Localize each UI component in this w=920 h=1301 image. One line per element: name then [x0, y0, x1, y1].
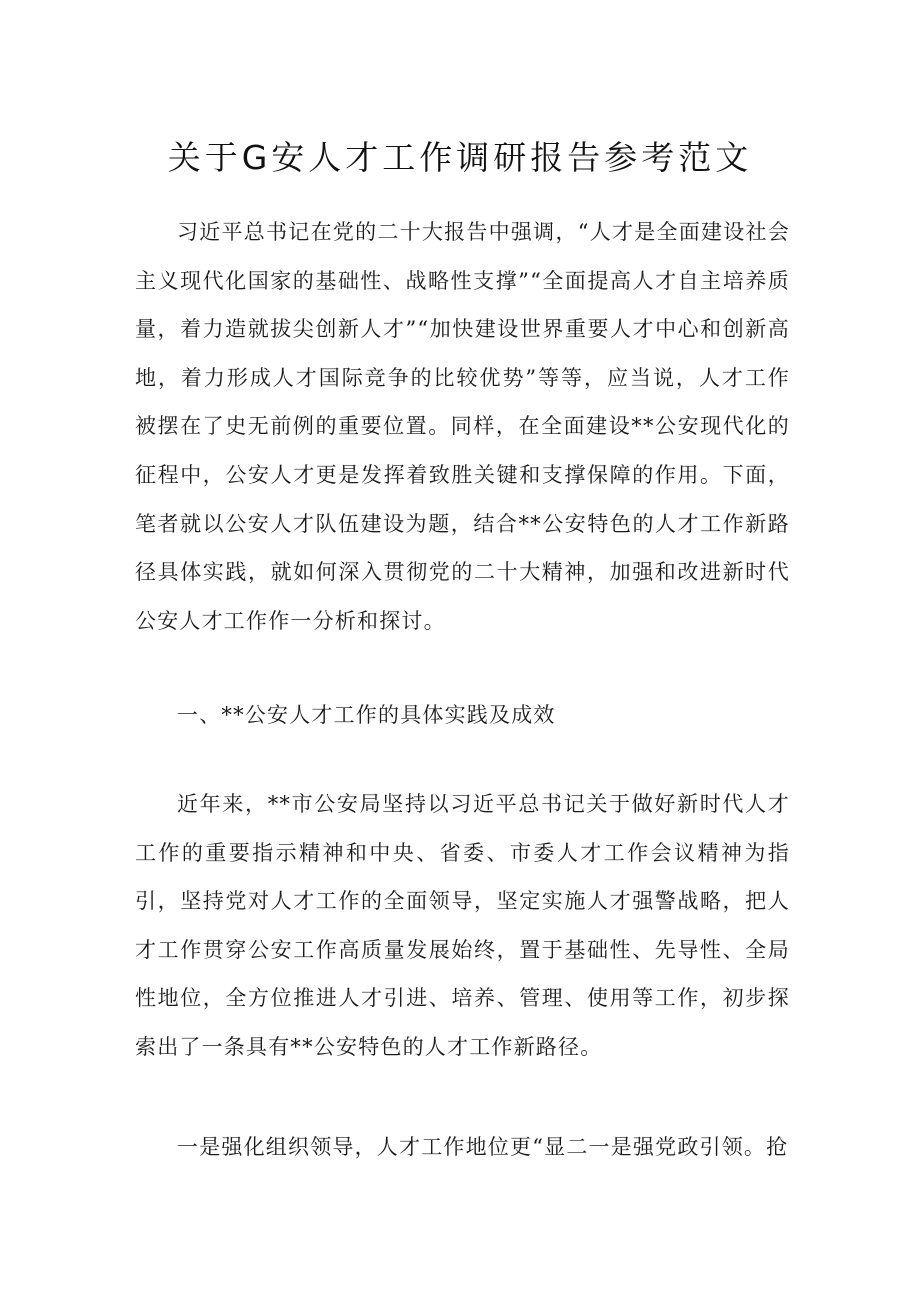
- section-point-paragraph: 一是强化组织领导，人才工作地位更“显二一是强党政引领。抢: [177, 1135, 789, 1159]
- section-heading: 一、**公安人才工作的具体实践及成效: [177, 703, 556, 727]
- section-body-paragraph: 近年来，**市公安局坚持以习近平总书记关于做好新时代人才工作的重要指示精神和中央、省委、市委人才工作会议精神为指引，坚持党对人才工作的全面领导，坚定实施人才强警战略，把人才工作贯穿公安工作高质量发展始终，置于基础性、先导性、全局性地位，全方位推进人才引进、培养、管理、使用等工作，初步探索出了一条具有**公安特色的人才工作新路径。: [135, 792, 790, 1059]
- intro-paragraph: 习近平总书记在党的二十大报告中强调，“人才是全面建设社会主义现代化国家的基础性、战略性支撑”“全面提高人才自主培养质量，着力造就拔尖创新人才”“加快建设世界重要人才中心和创新高地，着力形成人才国际竞争的比较优势”等等，应当说，人才工作被摆在了史无前例的重要位置。同样，在全面建设**公安现代化的征程中，公安人才更是发挥着致胜关键和支撑保障的作用。下面，笔者就以公安人才队伍建设为题，结合**公安特色的人才工作新路径具体实践，就如何深入贯彻党的二十大精神，加强和改进新时代公安人才工作作一分析和探讨。: [135, 220, 790, 633]
- document-title: 关于G安人才工作调研报告参考范文: [167, 138, 753, 177]
